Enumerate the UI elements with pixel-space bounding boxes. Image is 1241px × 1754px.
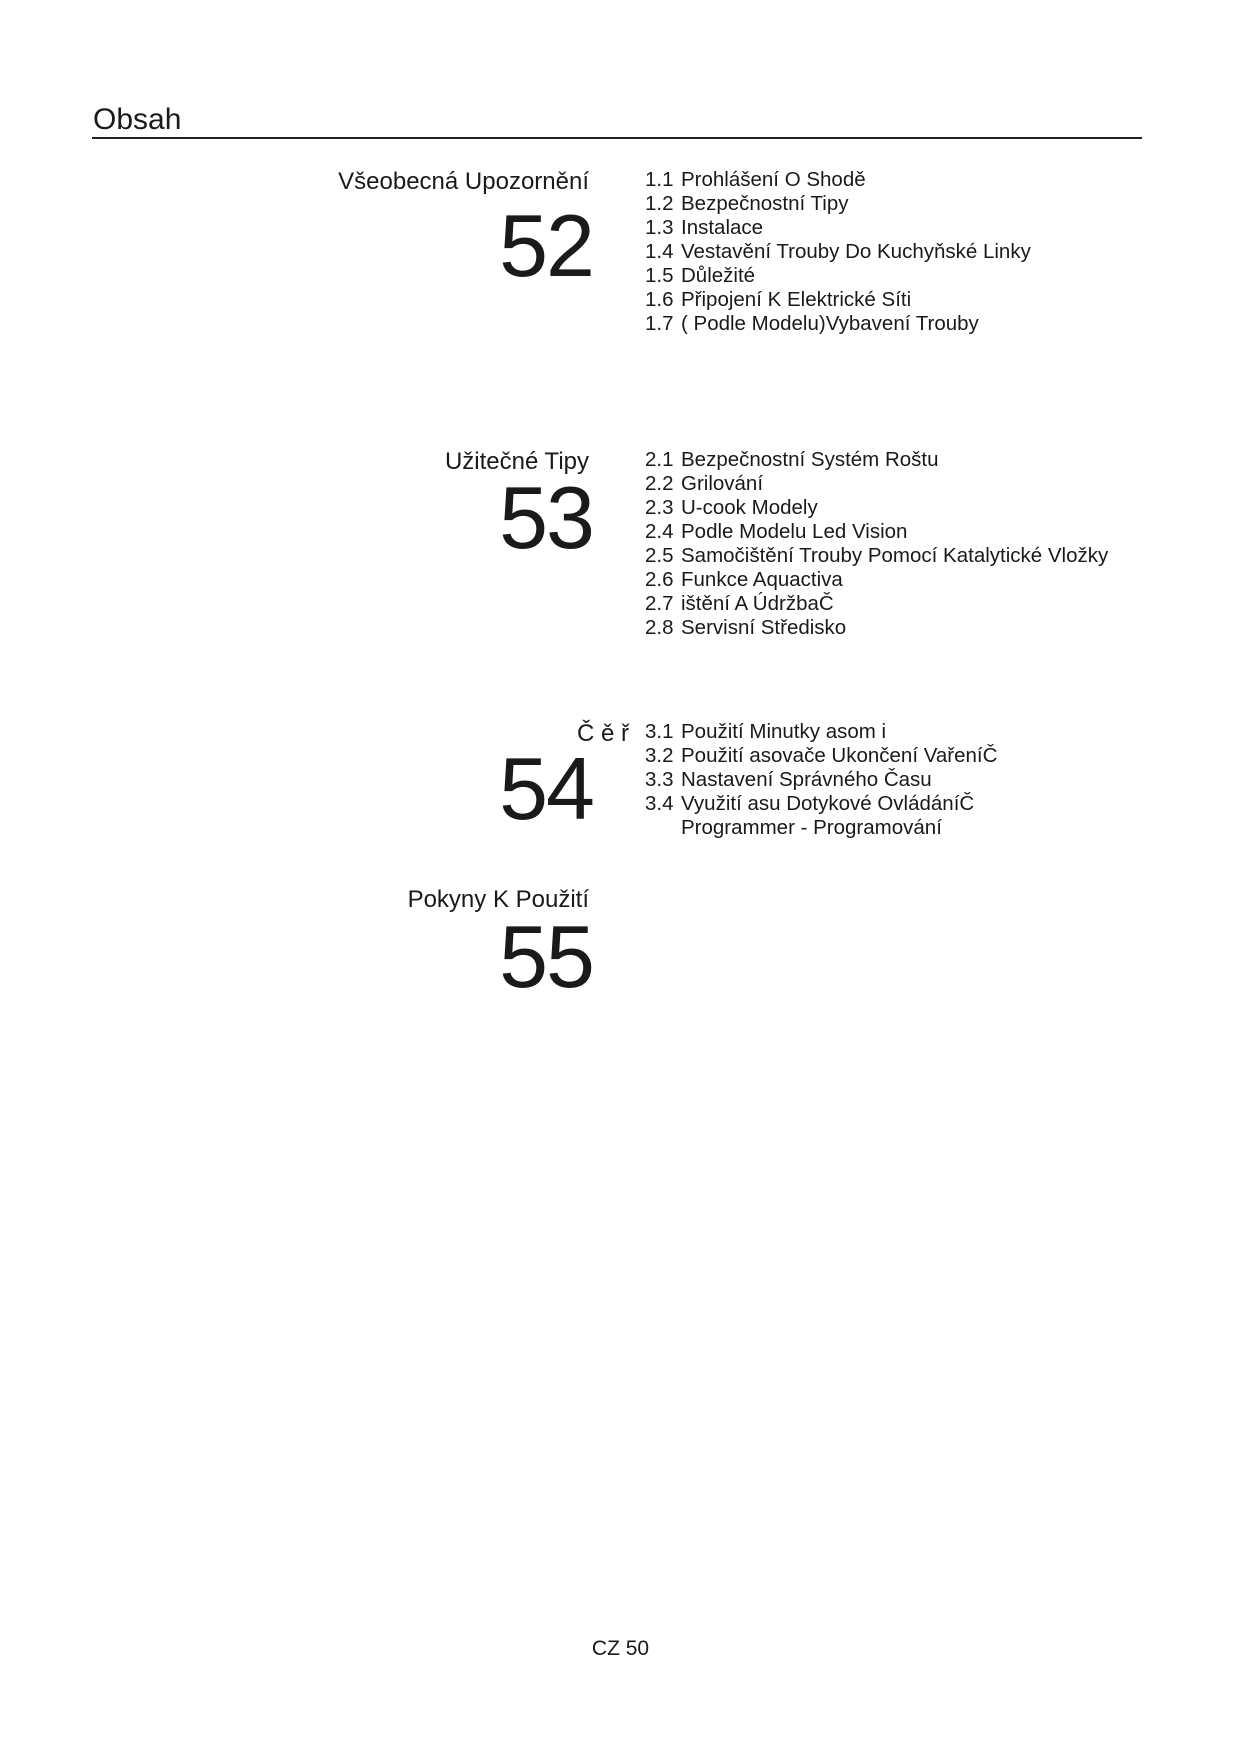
section-title-1: Všeobecná Upozornění: [338, 168, 589, 195]
toc-item: 2.1 Bezpečnostní Systém Roštu: [645, 448, 939, 471]
toc-item: 2.3 U-cook Modely: [645, 496, 818, 519]
toc-item: 1.1 Prohlášení O Shodě: [645, 168, 866, 191]
toc-item: 1.2 Bezpečnostní Tipy: [645, 192, 849, 215]
page-title: Obsah: [93, 103, 182, 136]
section-page-2: 53: [499, 468, 593, 567]
section-page-3: 54: [499, 739, 593, 838]
toc-item: 1.6 Připojení K Elektrické Síti: [645, 288, 912, 311]
toc-item-continuation: Programmer - Programování: [681, 816, 942, 839]
toc-item: 2.6 Funkce Aquactiva: [645, 568, 843, 591]
section-title-3: Č ě ř: [576, 720, 629, 747]
toc-item: 3.4 Využití asu Dotykové OvládáníČ: [645, 792, 975, 815]
section-title-2: Užitečné Tipy: [444, 448, 589, 475]
section-page-4: 55: [499, 907, 593, 1006]
title-divider: [92, 137, 1142, 139]
toc-item: 1.4 Vestavění Trouby Do Kuchyňské Linky: [645, 240, 1031, 263]
section-3-items: [645, 720, 997, 840]
toc-item: 3.2 Použití asovače Ukončení VařeníČ: [645, 744, 998, 767]
toc-item: 3.1 Použití Minutky asom i: [645, 720, 887, 743]
toc-item: 2.8 Servisní Středisko: [645, 616, 847, 639]
section-page-1: 52: [499, 196, 593, 295]
toc-item: 1.7 ( Podle Modelu)Vybavení Trouby: [645, 312, 979, 335]
toc-item: 2.5 Samočištění Trouby Pomocí Katalytické Vložky: [645, 544, 1109, 567]
toc-item: 2.7 ištění A ÚdržbaČ: [645, 592, 834, 615]
page-number-footer: CZ 50: [591, 1637, 650, 1660]
toc-item: 3.3 Nastavení Správného Času: [645, 768, 932, 791]
toc-item: 1.3 Instalace: [645, 216, 764, 239]
section-2-items: [645, 448, 1108, 640]
toc-item: 2.2 Grilování: [645, 472, 764, 495]
section-1-items: [645, 168, 1031, 336]
toc-item: 2.4 Podle Modelu Led Vision: [645, 520, 908, 543]
section-title-4: Pokyny K Použití: [407, 886, 589, 913]
toc-item: 1.5 Důležité: [645, 264, 756, 287]
